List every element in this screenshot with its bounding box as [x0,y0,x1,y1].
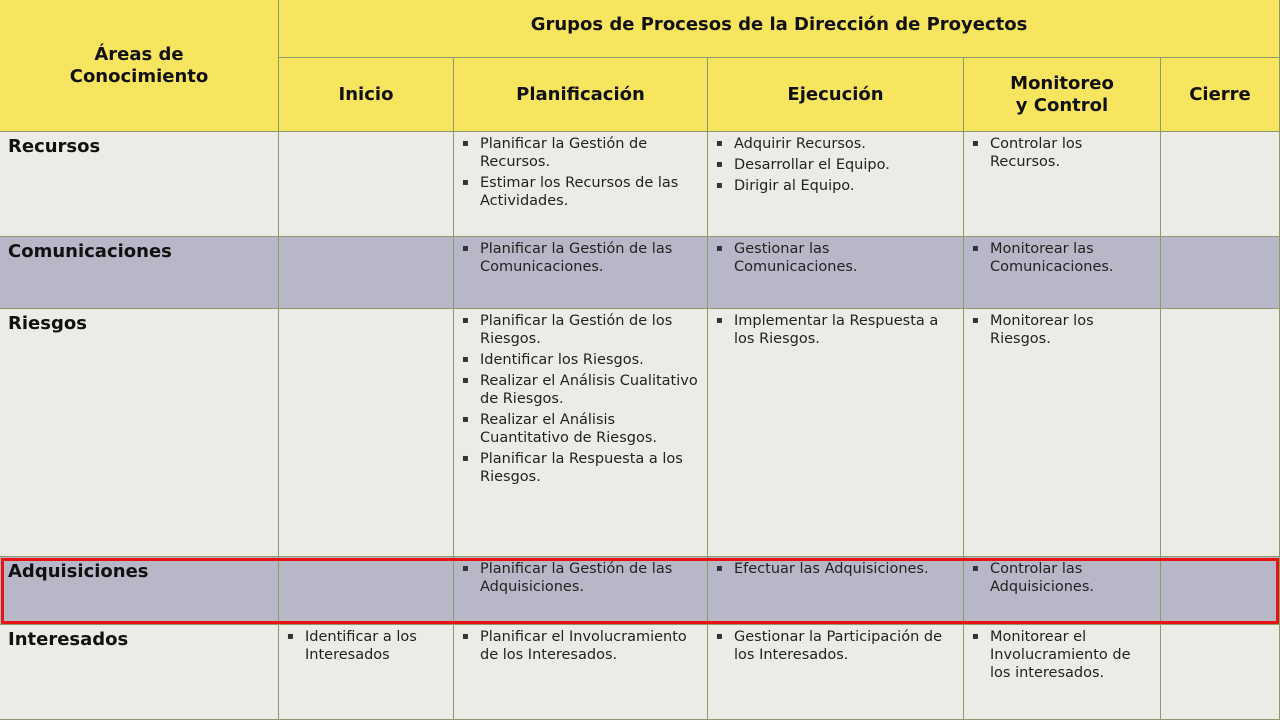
table-cell [1161,132,1280,237]
table-cell [964,557,1161,625]
process-list [279,625,453,664]
table-cell [279,237,454,309]
table-cell [708,557,964,625]
column-header-monitoreo [964,58,1161,132]
table-cell [708,132,964,237]
groups-title: Grupos de Procesos de la Dirección de Proyectos [530,14,1028,35]
process-list [454,309,707,486]
area-riesgos: Riesgos [0,309,279,557]
list-item: ▪ Dirigir al Equipo. [732,177,957,195]
list-item: ▪ Controlar los Recursos. [988,135,1154,171]
table-cell [708,309,964,557]
column-header-cierre [1161,58,1280,132]
process-list [964,132,1160,171]
list-item: ▪ Planificar el Involucramiento de los Interesados. [478,628,701,664]
process-list [454,132,707,210]
list-item: ▪ Adquirir Recursos. [732,135,957,153]
areas-header-line1: Áreas de [94,43,184,65]
area-interesados: Interesados [0,625,279,720]
table-cell [279,309,454,557]
list-item: ▪ Estimar los Recursos de las Actividades. [478,174,701,210]
process-list [454,557,707,596]
process-list [708,557,963,578]
column-header-label: Cierre [1189,83,1251,105]
list-item: ▪ Gestionar la Participación de los Interesados. [732,628,957,664]
areas-header [0,0,279,132]
table-cell [708,237,964,309]
list-item: ▪ Monitorear el Involucramiento de los interesados. [988,628,1154,682]
list-item: ▪ Controlar las Adquisiciones. [988,560,1154,596]
column-header-label: Ejecución [787,83,884,105]
list-item: ▪ Planificar la Gestión de Recursos. [478,135,701,171]
table-cell [279,625,454,720]
process-list [964,625,1160,682]
table-cell [1161,557,1280,625]
list-item: ▪ Planificar la Gestión de las Adquisiciones. [478,560,701,596]
list-item: ▪ Planificar la Gestión de las Comunicaciones. [478,240,701,276]
table-cell [964,237,1161,309]
process-list [708,237,963,276]
column-header-label: Monitoreo [1010,72,1114,94]
column-header-label: Inicio [338,83,394,105]
table-cell [708,625,964,720]
table-cell [964,309,1161,557]
list-item: ▪ Identificar a los Interesados [303,628,447,664]
column-header-label-line2: y Control [1015,94,1109,116]
table-cell [454,237,708,309]
process-list [454,625,707,664]
list-item: ▪ Implementar la Respuesta a los Riesgos. [732,312,957,348]
table-cell [964,625,1161,720]
list-item: ▪ Desarrollar el Equipo. [732,156,957,174]
process-list [964,309,1160,348]
list-item: ▪ Monitorear los Riesgos. [988,312,1154,348]
table-cell [454,132,708,237]
table-cell [1161,237,1280,309]
table-cell [454,625,708,720]
list-item: ▪ Planificar la Respuesta a los Riesgos. [478,450,701,486]
list-item: ▪ Planificar la Gestión de los Riesgos. [478,312,701,348]
list-item: ▪ Realizar el Análisis Cualitativo de Riesgos. [478,372,701,408]
process-list [964,557,1160,596]
process-list [454,237,707,276]
process-list [708,132,963,195]
area-comunicaciones: Comunicaciones [0,237,279,309]
column-header-label: Planificación [516,83,645,105]
column-header-planificacion [454,58,708,132]
table-cell [454,309,708,557]
list-item: ▪ Realizar el Análisis Cuantitativo de Riesgos. [478,411,701,447]
table-cell [454,557,708,625]
groups-header [279,0,1280,58]
table-cell [279,132,454,237]
list-item: ▪ Identificar los Riesgos. [478,351,701,369]
table-cell [279,557,454,625]
list-item: ▪ Gestionar las Comunicaciones. [732,240,957,276]
table-cell [964,132,1161,237]
area-adquisiciones: Adquisiciones [0,557,279,625]
process-list [964,237,1160,276]
column-header-inicio [279,58,454,132]
areas-header-line2: Conocimiento [69,65,209,87]
process-list [708,625,963,664]
list-item: ▪ Efectuar las Adquisiciones. [732,560,957,578]
column-header-ejecucion [708,58,964,132]
process-list [708,309,963,348]
table-cell [1161,625,1280,720]
table-cell [1161,309,1280,557]
list-item: ▪ Monitorear las Comunicaciones. [988,240,1154,276]
area-recursos: Recursos [0,132,279,237]
